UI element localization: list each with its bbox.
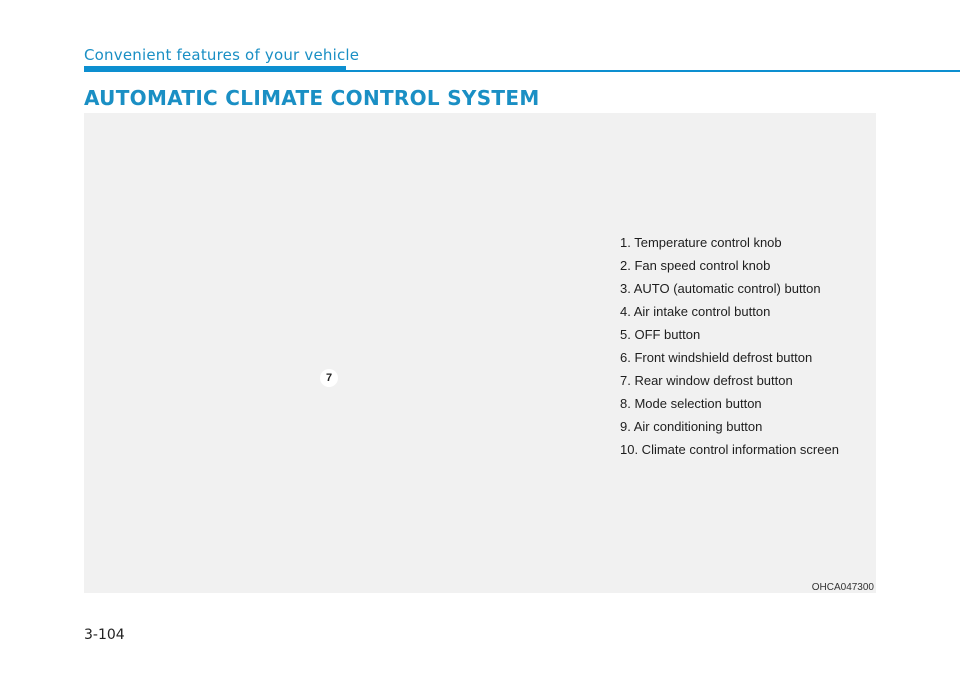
legend-item: 8. Mode selection button bbox=[620, 396, 762, 411]
legend-item: 10. Climate control information screen bbox=[620, 442, 839, 457]
header-tab-bar bbox=[84, 66, 346, 72]
header-rule bbox=[346, 70, 960, 72]
legend-item: 6. Front windshield defrost button bbox=[620, 350, 813, 365]
legend-item: 3. AUTO (automatic control) button bbox=[620, 281, 821, 296]
page-number: 3-104 bbox=[84, 627, 125, 643]
legend-item: 4. Air intake control button bbox=[620, 304, 771, 319]
figure-panel bbox=[84, 113, 876, 593]
section-header: Convenient features of your vehicle bbox=[84, 46, 360, 64]
legend-item: 2. Fan speed control knob bbox=[620, 258, 771, 273]
page-title: AUTOMATIC CLIMATE CONTROL SYSTEM bbox=[84, 86, 540, 110]
legend-item: 7. Rear window defrost button bbox=[620, 373, 793, 388]
callout-label: 7 bbox=[320, 369, 338, 387]
legend-item: 5. OFF button bbox=[620, 327, 701, 342]
legend-list bbox=[620, 231, 839, 461]
figure-code: OHCA047300 bbox=[811, 582, 874, 593]
legend-item: 1. Temperature control knob bbox=[620, 235, 782, 250]
legend-item: 9. Air conditioning button bbox=[620, 419, 763, 434]
